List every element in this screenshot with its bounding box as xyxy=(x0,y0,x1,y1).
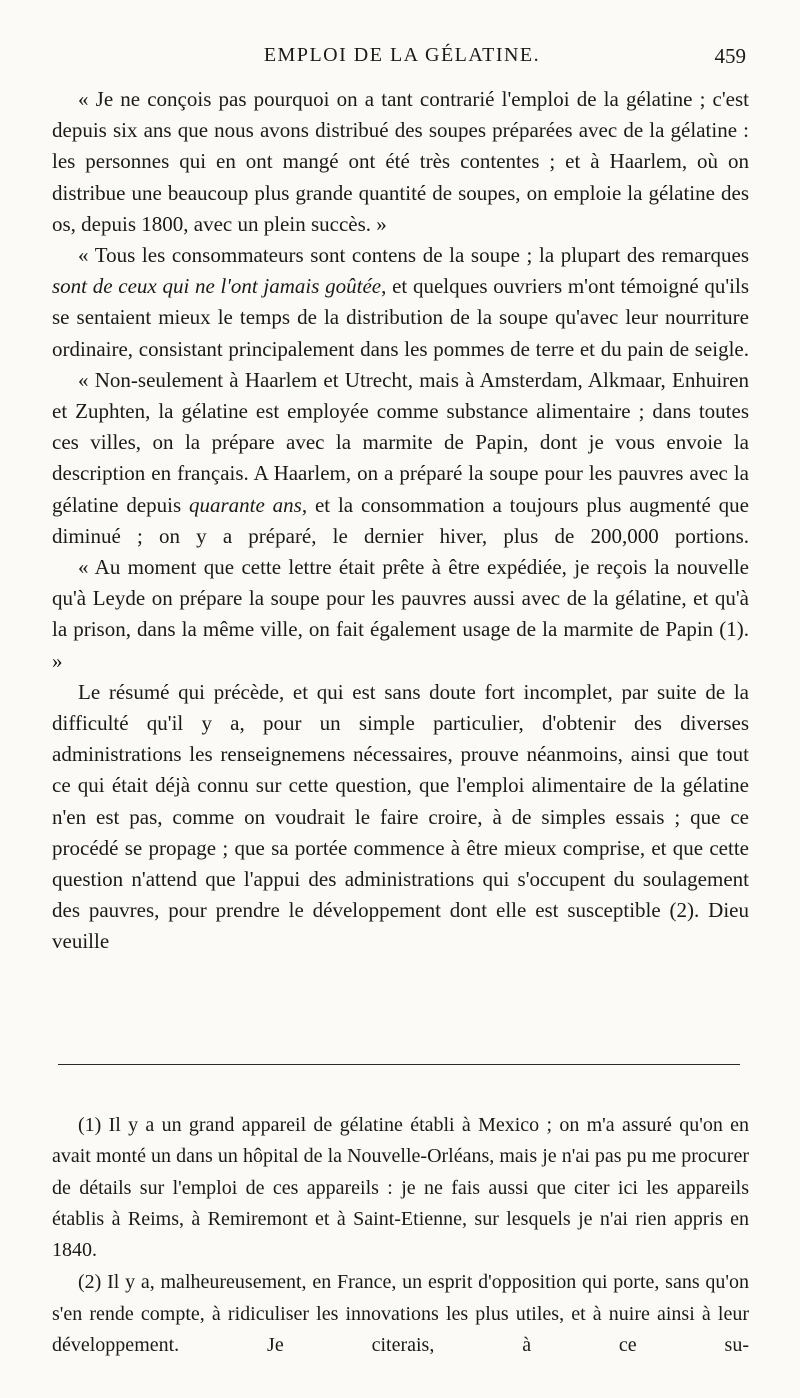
footnotes xyxy=(52,1110,749,1362)
paragraph-3-start: « Non-seulement à Haarlem et Utrecht, mais à Amsterdam, Alkmaar, Enhuiren et Zuphten, la gélatine est employée comme substance alimentaire ; dans toutes ces villes, on la prépare avec la marmite de Papin, dont je vous envoie la description en français. A Haarlem, on a préparé la soupe pour les pauvres avec la gélatine depuis xyxy=(52,367,749,517)
footnote-2: (2) Il y a, malheureusement, en France, un esprit d'opposition qui porte, sans qu'on s'en rende compte, à ridiculiser les innovations les plus utiles, et à nuire ainsi à leur développement. Je citerais, à ce su- xyxy=(52,1271,749,1357)
paragraph-2-start: « Tous les consommateurs sont contens de la soupe ; la plupart des remarques xyxy=(78,243,749,268)
page-header xyxy=(52,44,752,74)
paragraph-2-italic: sont de ceux qui ne l'ont jamais goûtée xyxy=(52,274,382,299)
paragraph-5: Le résumé qui précède, et qui est sans doute fort incomplet, par suite de la difficulté qu'il y a, pour un simple particulier, d'obtenir des diverses administrations les renseignemens nécessaires, prouve néanmoins, ainsi que tout ce qui était déjà connu sur cette question, que l'emploi alimentaire de la gélatine n'en est pas, comme on voudrait le faire croire, à de simples essais ; que ce procédé se propage ; que sa portée commence à être mieux comprise, et que cette question n'attend que l'appui des administrations qui s'occupent du soulagement des pauvres, pour prendre le développement dont elle est susceptible (2). Dieu veuille xyxy=(52,679,749,954)
footnote-1: (1) Il y a un grand appareil de gélatine établi à Mexico ; on m'a assuré qu'on en avait monté un dans un hôpital de la Nouvelle-Orléans, mais je n'ai pas pu me procurer de détails sur l'emploi de ces appareils : je ne fais aussi que citer ici les appareils établis à Reims, à Remiremont et à Saint-Etienne, sur lesquels je n'ai rien appris en 1840. xyxy=(52,1114,749,1262)
running-head: EMPLOI DE LA GÉLATINE. xyxy=(263,44,541,66)
paragraph-1: « Je ne conçois pas pourquoi on a tant contrarié l'emploi de la gélatine ; c'est depuis six ans que nous avons distribué des soupes préparées avec de la gélatine : les personnes qui en ont mangé ont été très contentes ; et à Haarlem, où on distribue une beaucoup plus grande quantité de soupes, on emploie la gélatine des os, depuis 1800, avec un plein succès. » xyxy=(52,87,749,236)
paragraph-2 xyxy=(52,240,749,365)
page-number: 459 xyxy=(714,44,746,68)
footnote-rule xyxy=(58,1064,740,1065)
paragraph-2-end: , et quelques ouvriers m'ont témoigné qu'ils se sentaient mieux le temps de la distribution de la soupe qu'avec leur nourriture ordinaire, consistant principalement dans les pommes de terre et du pain de seigle. xyxy=(52,274,749,361)
body-text xyxy=(52,84,749,958)
paragraph-3-end: , et la consommation a toujours plus augmenté que diminué ; on y a préparé, le dernier hiver, plus de 200,000 portions. xyxy=(52,492,750,548)
paragraph-3 xyxy=(52,365,749,552)
paragraph-3-italic: quarante ans xyxy=(189,492,302,517)
paragraph-4: « Au moment que cette lettre était prête à être expédiée, je reçois la nouvelle qu'à Leyde on prépare la soupe pour les pauvres aussi avec de la gélatine, et qu'à la prison, dans la même ville, on fait également usage de la marmite de Papin (1). » xyxy=(52,555,749,673)
